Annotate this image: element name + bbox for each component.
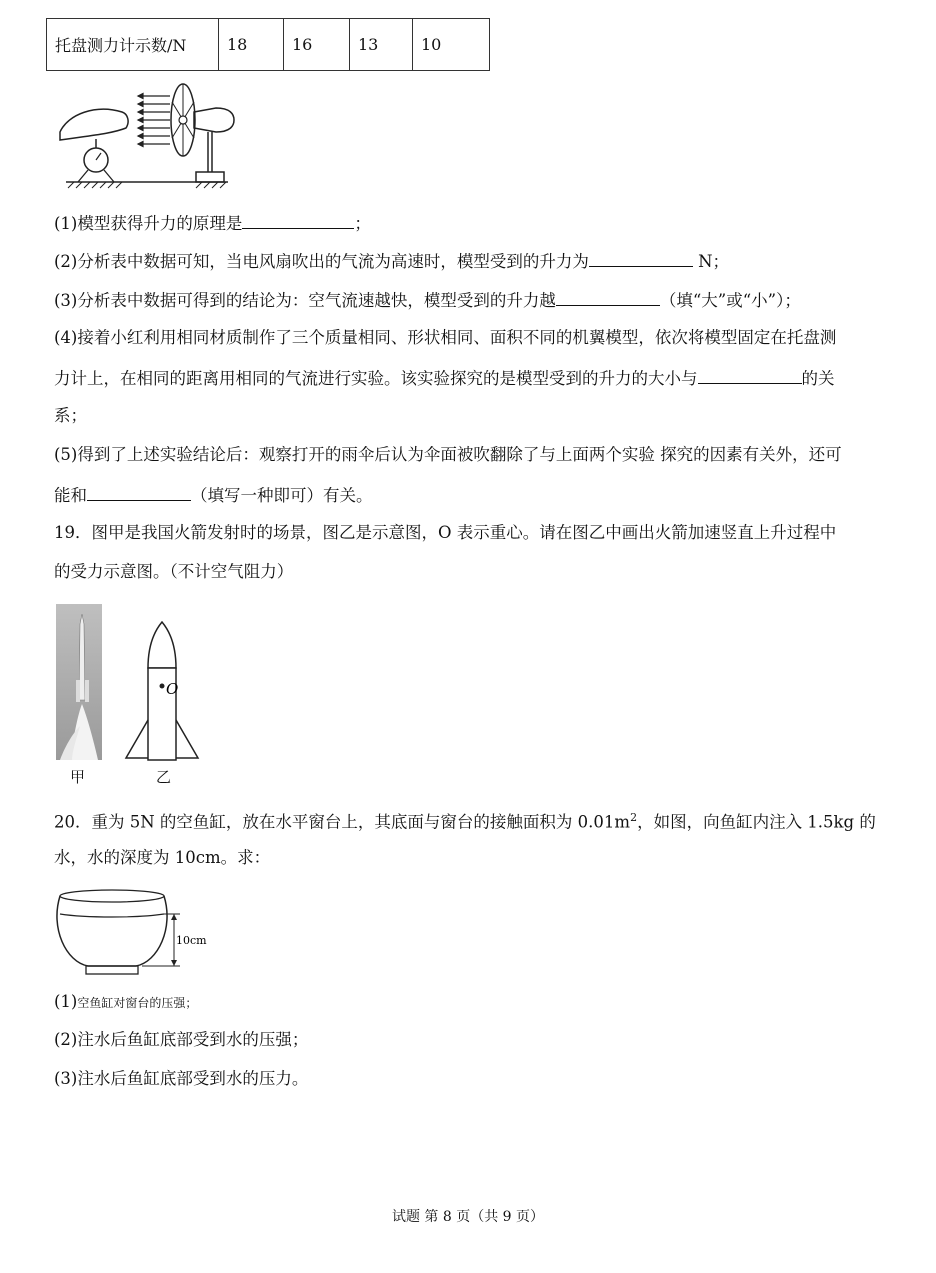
q20-line2: 水，水的深度为 10cm。求： [54, 848, 271, 867]
q20-sub2: (2)注水后鱼缸底部受到水的压强； [54, 1030, 309, 1049]
q18-part1-text: (1)模型获得升力的原理是 [54, 214, 243, 233]
q20-text-cont: ，如图，向鱼缸内注入 1.5kg 的 [637, 812, 876, 832]
q18-part4-line1: (4)接着小红利用相同材质制作了三个质量相同、形状相同、面积不同的机翼模型，依次将模型固定在托盘测 [54, 328, 837, 347]
table-cell: 18 [219, 19, 284, 71]
q18-part2-suffix: N； [692, 252, 730, 271]
answer-blank[interactable] [87, 482, 191, 501]
q19-line2: 的受力示意图。（不计空气阻力） [54, 562, 294, 581]
q20-sub1-number: (1) [54, 992, 78, 1011]
q18-part5-suffix: （填写一种即可）有关。 [191, 486, 373, 505]
label-jia: 甲 [70, 768, 86, 786]
q20-sub1 [54, 990, 197, 1015]
q20-line1 [54, 806, 876, 835]
q18-part3-suffix: （填“大”或“小”）； [659, 291, 801, 310]
q18-part5-text: 能和 [54, 486, 87, 505]
wing-fan-diagram [56, 82, 256, 192]
table-cell: 13 [350, 19, 413, 71]
rocket-photo [56, 604, 102, 760]
q18-part4-text: 力计上，在相同的距离用相同的气流进行实验。该实验探究的是模型受到的升力的大小与 [54, 369, 698, 388]
answer-blank[interactable] [589, 248, 693, 267]
fish-tank-diagram [56, 888, 212, 976]
center-of-gravity-label: O [166, 680, 179, 698]
table-header-cell: 托盘测力计示数/N [47, 19, 219, 71]
table-row [47, 19, 490, 71]
answer-blank[interactable] [242, 210, 354, 229]
q18-part4-suffix: 的关 [801, 369, 835, 388]
q18-part5-line2 [54, 482, 373, 508]
q18-part4-line3: 系； [54, 406, 87, 425]
table-cell: 10 [413, 19, 490, 71]
depth-label: 10cm [176, 934, 207, 947]
q20-text: 20．重为 5N 的空鱼缸，放在水平窗台上，其底面与窗台的接触面积为 0.01m [54, 812, 631, 832]
rocket-schematic [122, 620, 202, 790]
label-yi: 乙 [156, 768, 172, 786]
q18-part2 [54, 248, 729, 274]
force-table [46, 18, 490, 71]
answer-blank[interactable] [698, 365, 802, 384]
q19-line1: 19．图甲是我国火箭发射时的场景，图乙是示意图，O 表示重心。请在图乙中画出火箭加速竖直上升过程中 [54, 523, 837, 542]
q18-part1-suffix: ； [354, 214, 371, 233]
table-cell: 16 [284, 19, 350, 71]
q20-superscript: 2 [630, 811, 638, 824]
q18-part5-line1: (5)得到了上述实验结论后：观察打开的雨伞后认为伞面被吹翻除了与上面两个实验 探究的因素有关外，还可 [54, 445, 842, 464]
q18-part3 [54, 287, 801, 313]
q20-sub3: (3)注水后鱼缸底部受到水的压力。 [54, 1069, 309, 1088]
q18-part3-text: (3)分析表中数据可得到的结论为：空气流速越快，模型受到的升力越 [54, 291, 556, 310]
answer-blank[interactable] [556, 287, 660, 306]
q18-part4-line2 [54, 365, 835, 391]
page-footer: 试题 第 8 页（共 9 页） [391, 1209, 545, 1225]
q18-part2-text: (2)分析表中数据可知，当电风扇吹出的气流为高速时，模型受到的升力为 [54, 252, 589, 271]
q20-sub1-text: 空鱼缸对窗台的压强； [77, 996, 198, 1010]
q18-part1 [54, 210, 371, 236]
